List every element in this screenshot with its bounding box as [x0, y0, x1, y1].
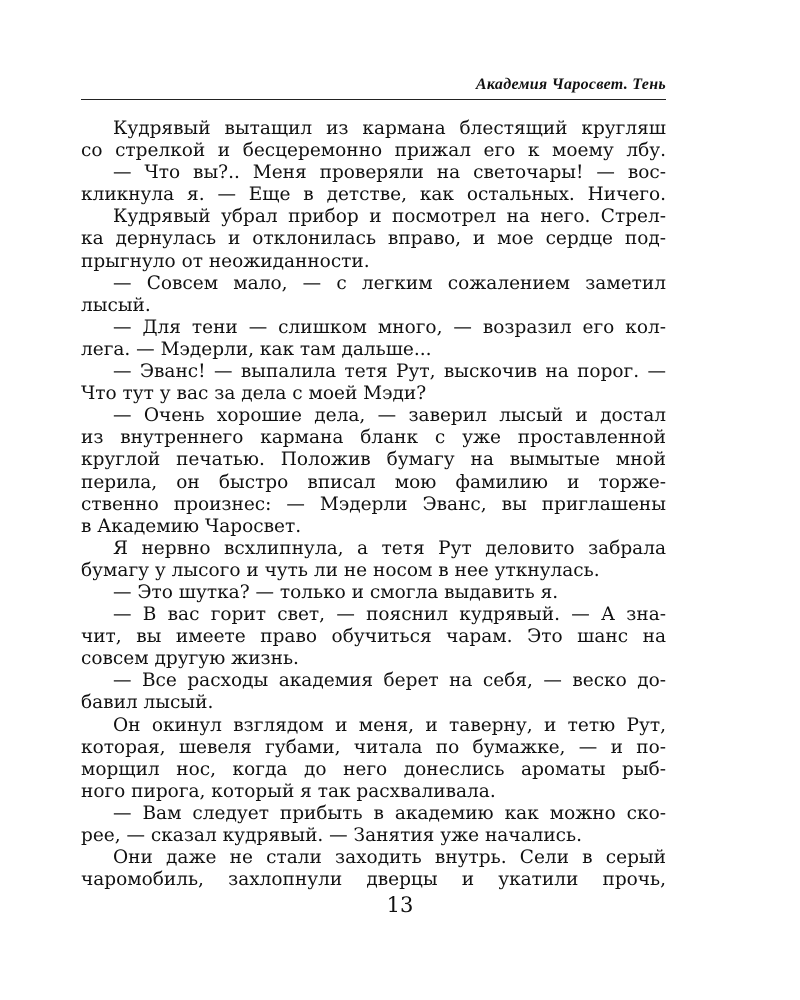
text-line: прыгнуло от неожиданности.: [81, 250, 370, 272]
text-line: бавил лысый.: [81, 692, 214, 714]
text-line: лысый.: [81, 294, 151, 316]
text-line: ка дернулась и отклонилась вправо, и мое сердце под-: [81, 228, 666, 250]
text-line: Кудрявый вытащил из кармана блестящий кругляш: [113, 118, 666, 139]
text-line: Я нервно всхлипнула, а тетя Рут деловито забрала: [113, 537, 666, 559]
text-line: — Вам следует прибыть в академию как можно ско-: [113, 802, 666, 824]
text-line: бумагу у лысого и чуть ли не носом в нее уткнулась.: [81, 559, 600, 581]
text-line: морщил нос, когда до него донеслись ароматы рыб-: [81, 758, 666, 780]
text-line: круглой печатью. Положив бумагу на вымытые мной: [81, 449, 666, 471]
text-line: перила, он быстро вписал мою фамилию и торже-: [81, 471, 666, 493]
text-line: — Очень хорошие дела, — заверил лысый и достал: [113, 405, 666, 427]
text-line: чит, вы имеете право обучиться чарам. Это шанс на: [81, 626, 666, 648]
running-header: [81, 73, 666, 100]
text-line: лега. — Мэдерли, как там дальше...: [81, 338, 432, 360]
text-line: Он окинул взглядом и меня, и таверну, и тетю Рут,: [113, 714, 666, 736]
text-line: чаромобиль, захлопнули дверцы и укатили прочь,: [81, 869, 666, 891]
page-number: 13: [386, 893, 414, 917]
text-line: — Для тени — слишком много, — возразил его кол-: [113, 316, 666, 338]
running-title: Академия Чаросвет. Тень: [475, 76, 666, 93]
text-line: — В вас горит свет, — пояснил кудрявый. — А зна-: [113, 604, 666, 626]
text-line: — Все расходы академия берет на себя, — веско до-: [113, 670, 666, 692]
text-line: Что тут у вас за дела с моей Мэди?: [81, 383, 427, 405]
text-line: из внутреннего кармана бланк с уже проставленной: [81, 427, 666, 449]
body-text: [81, 118, 666, 891]
text-line: рее, — сказал кудрявый. — Занятия уже начались.: [81, 825, 582, 846]
text-line: совсем другую жизнь.: [81, 648, 299, 670]
text-line: ного пирога, который я так расхваливала.: [81, 780, 496, 802]
text-line: кликнула я. — Еще в детстве, как остальных. Ничего.: [81, 184, 666, 206]
text-line: — Это шутка? — только и смогла выдавить я.: [113, 581, 559, 603]
text-line: Кудрявый убрал прибор и посмотрел на него. Стрел-: [113, 206, 666, 228]
text-line: которая, шевеля губами, читала по бумажке, — и по-: [81, 736, 666, 758]
text-line: ственно произнес: — Мэдерли Эванс, вы приглашены: [81, 493, 666, 515]
text-line: — Эванс! — выпалила тетя Рут, выскочив на порог. —: [113, 361, 666, 383]
text-line: — Что вы?.. Меня проверяли на светочары! — вос-: [113, 162, 666, 184]
text-line: Они даже не стали заходить внутрь. Сели в серый: [113, 847, 666, 869]
text-line: в Академию Чаросвет.: [81, 515, 302, 537]
text-line: — Совсем мало, — с легким сожалением заметил: [113, 272, 666, 294]
text-line: со стрелкой и бесцеремонно прижал его к моему лбу.: [81, 140, 666, 162]
